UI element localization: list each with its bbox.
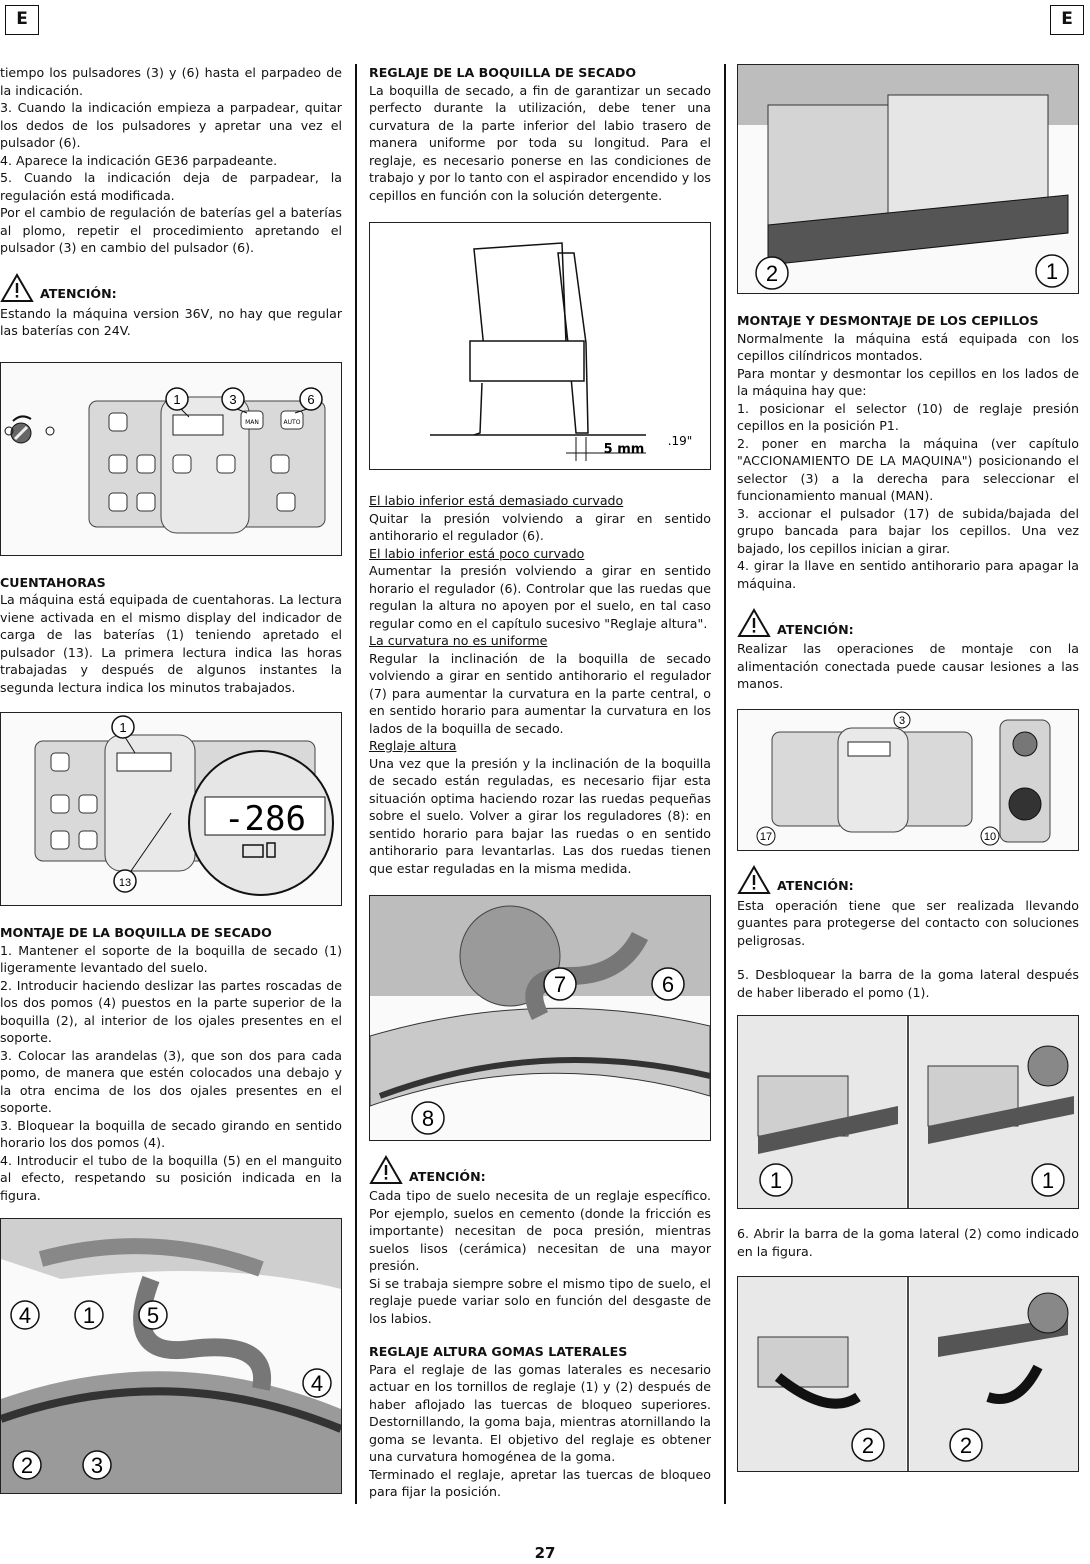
- section-heading: MONTAJE DE LA BOQUILLA DE SECADO: [0, 925, 272, 940]
- warning-heading: [0, 273, 342, 303]
- language-tag-left: E: [5, 5, 39, 35]
- warning-heading: [737, 608, 1079, 638]
- paragraph: 5. Cuando la indicación deja de parpadear, la regulación está modificada.: [0, 170, 342, 203]
- column-1: [0, 64, 342, 1494]
- squeegee-regulators-drawing: [370, 896, 710, 1140]
- dimension-mm: 5 mm: [603, 442, 645, 457]
- figure-squeegee-regulators: [369, 895, 711, 1141]
- lip-curvature-drawing: [370, 223, 710, 469]
- paragraph: 4. Introducir el tubo de la boquilla (5) en el manguito al efecto, respetando su posición indicada en la figura.: [0, 1152, 342, 1203]
- callout-2: 2: [861, 1433, 875, 1458]
- callout-1: 1: [769, 1168, 783, 1193]
- paragraph: Quitar la presión volviendo a girar en sentido antihorario el regulador (6).: [369, 510, 711, 543]
- callout-1: 1: [119, 720, 127, 735]
- callout-17: 17: [759, 830, 773, 843]
- control-panel-drawing: [1, 363, 341, 555]
- language-tag-right: E: [1050, 5, 1084, 35]
- hour-meter-display: -286: [224, 799, 306, 839]
- paragraph: Normalmente la máquina está equipada con los cepillos cilíndricos montados.: [737, 330, 1079, 363]
- warning-title: ATENCIÓN:: [409, 1168, 486, 1184]
- section-heading: MONTAJE Y DESMONTAJE DE LOS CEPILLOS: [737, 313, 1039, 328]
- callout-4: 4: [310, 1371, 324, 1396]
- callout-6: 6: [307, 391, 315, 407]
- subheading: El labio inferior está poco curvado: [369, 545, 585, 561]
- warning-text: Esta operación tiene que ser realizada llevando guantes para protegerse del contacto con soluciones peligrosas.: [737, 897, 1079, 948]
- auto-button-label: AUTO: [283, 418, 301, 426]
- paragraph: tiempo los pulsadores (3) y (6) hasta el parpadeo de la indicación.: [0, 65, 342, 98]
- callout-1: 1: [173, 391, 181, 407]
- warning-title: ATENCIÓN:: [777, 878, 854, 893]
- warning-triangle-icon: [737, 865, 771, 895]
- subheading: Reglaje altura: [369, 738, 457, 753]
- paragraph: Regular la inclinación de la boquilla de secado volviendo a girar en sentido antihorario el regulador (7) para aumentar la curvatura en la parte central, o en sentido horario para aumentar la curvatura en los lados de la boquilla de secado.: [369, 650, 711, 736]
- warning-heading: [369, 1155, 711, 1185]
- man-button-label: MAN: [245, 418, 259, 426]
- section-heading: CUENTAHORAS: [0, 574, 106, 590]
- paragraph: Una vez que la presión y la inclinación de la boquilla de secado están reguladas, es necesario fijar esta situación optima haciendo rozar las ruedas pequeñas sobre el suelo. Volver a girar los reguladores (8): en sentido horario para bajar las ruedas o en sentido antihorario para levantarlas. Las dos ruedas tienen que estar reguladas en la misma medida.: [369, 755, 711, 876]
- figure-hour-meter: [0, 712, 342, 906]
- side-rubber-drawing: [738, 65, 1078, 293]
- open-side-bar-drawing: [738, 1277, 1078, 1471]
- warning-triangle-icon: [737, 608, 771, 638]
- paragraph: 3. Bloquear la boquilla de secado girando en sentido horario los dos pomos (4).: [0, 1117, 342, 1150]
- column-divider: [724, 64, 726, 1504]
- callout-1: 1: [1041, 1168, 1055, 1193]
- callout-8: 8: [421, 1106, 435, 1131]
- paragraph: Para montar y desmontar los cepillos en los lados de la máquina hay que:: [737, 365, 1079, 398]
- figure-unlock-side-bar: [737, 1015, 1079, 1209]
- callout-2: 2: [959, 1433, 973, 1458]
- warning-text: Cada tipo de suelo necesita de un reglaje específico. Por ejemplo, suelos en cemento (donde la fricción es importante) necesitan de poca presión, mientras suelos lisos (cerámica) necesitan de una mayor presión.: [369, 1188, 711, 1273]
- column-divider: [355, 64, 357, 1504]
- dimension-inches: .19": [667, 434, 693, 448]
- warning-triangle-icon: [369, 1155, 403, 1185]
- brush-panel-drawing: [738, 710, 1078, 850]
- figure-control-panel: [0, 362, 342, 556]
- callout-3: 3: [90, 1453, 104, 1478]
- warning-text: Si se trabaja siempre sobre el mismo tipo de suelo, el reglaje puede variar solo en función del desgaste de los labios.: [369, 1275, 711, 1326]
- paragraph: 4. girar la llave en sentido antihorario para apagar la máquina.: [737, 558, 1079, 591]
- warning-triangle-icon: [0, 273, 34, 303]
- figure-open-side-bar: [737, 1276, 1079, 1472]
- paragraph: 2. poner en marcha la máquina (ver capítulo "ACCIONAMIENTO DE LA MAQUINA") posicionando el selector (3) a la derecha para seleccionar el funcionamiento manual (MAN).: [737, 435, 1079, 503]
- paragraph: 3. Colocar las arandelas (3), que son dos para cada pomo, de manera que estén colocados una debajo y la otra encima de los dos ojales presentes en el soporte.: [0, 1047, 342, 1115]
- paragraph: La máquina está equipada de cuentahoras. La lectura viene activada en el mismo display del indicador de carga de las baterías (1) teniendo apretado el pulsador (13). La primera lectura indica las horas trabajadas y después de algunos instantes la segunda lectura indica los minutos trabajados.: [0, 592, 342, 695]
- figure-side-rubber-regulation: [737, 64, 1079, 294]
- warning-heading: [737, 865, 1079, 895]
- key-switch-icon: [5, 416, 54, 443]
- column-2: [369, 64, 711, 1501]
- callout-4: 4: [18, 1303, 32, 1328]
- callout-2: 2: [765, 261, 779, 286]
- paragraph: La boquilla de secado, a fin de garantizar un secado perfecto durante la utilización, debe tener una curvatura de la parte inferior del labio trasero de manera uniforme por toda su longitud. Para el reglaje, es necesario ponerse en las condiciones de trabajo y por lo tanto con el aspirador encendido y los cepillos en función con la solución detergente.: [369, 82, 711, 203]
- paragraph: 3. accionar el pulsador (17) de subida/bajada del grupo bancada para bajar los cepillos. Una vez bajado, los cepillos inician a girar.: [737, 505, 1079, 556]
- callout-13: 13: [118, 877, 132, 889]
- callout-10: 10: [983, 830, 997, 843]
- warning-text: Realizar las operaciones de montaje con la alimentación conectada puede causar lesiones a las manos.: [737, 641, 1079, 691]
- paragraph: Para el reglaje de las gomas laterales es necesario actuar en los tornillos de reglaje (1) y (2) después de haber aflojado las tuercas de bloqueo superiores. Destornillando, la goma baja, mientras atornillando la goma se levanta. El objetivo del reglaje es obtener una curvatura homogénea de la goma.: [369, 1361, 711, 1464]
- callout-1: 1: [1045, 259, 1059, 284]
- warning-title: ATENCIÓN:: [40, 286, 117, 301]
- warning-title: ATENCIÓN:: [777, 621, 854, 637]
- hour-meter-drawing: [1, 713, 341, 905]
- callout-3: 3: [229, 391, 237, 407]
- paragraph: Aumentar la presión volviendo a girar en sentido horario el regulador (6). Controlar que las ruedas que regulan la altura no apoyen por el suelo, en tal caso regular como en el capítulo sucesivo "Reglaje altura".: [369, 563, 711, 631]
- paragraph: 6. Abrir la barra de la goma lateral (2) como indicado en la figura.: [737, 1226, 1079, 1259]
- figure-brush-panel: [737, 709, 1079, 851]
- subheading: El labio inferior está demasiado curvado: [369, 493, 624, 508]
- paragraph: 1. posicionar el selector (10) de reglaje presión cepillos en la posición P1.: [737, 400, 1079, 433]
- squeegee-mount-drawing: [1, 1219, 341, 1493]
- figure-squeegee-mount: [0, 1218, 342, 1494]
- callout-1: 1: [82, 1303, 96, 1328]
- paragraph: Terminado el reglaje, apretar las tuercas de bloqueo para fijar la posición.: [369, 1466, 711, 1499]
- unlock-side-bar-drawing: [738, 1016, 1078, 1208]
- subheading: La curvatura no es uniforme: [369, 633, 548, 648]
- section-heading: REGLAJE DE LA BOQUILLA DE SECADO: [369, 65, 637, 80]
- callout-7: 7: [553, 972, 567, 997]
- callout-3: 3: [898, 714, 906, 727]
- paragraph: 3. Cuando la indicación empieza a parpadear, quitar los dedos de los pulsadores y apretar una vez el pulsador (6).: [0, 100, 342, 150]
- callout-5: 5: [146, 1303, 160, 1328]
- figure-lip-curvature: [369, 222, 711, 470]
- warning-text: Estando la máquina version 36V, no hay que regular las baterías con 24V.: [0, 305, 342, 338]
- paragraph: Por el cambio de regulación de baterías gel a baterías al plomo, repetir el procedimiento apretando el pulsador (3) en cambio del pulsador (6).: [0, 205, 342, 255]
- callout-6: 6: [661, 972, 675, 997]
- callout-2: 2: [20, 1453, 34, 1478]
- paragraph: 5. Desbloquear la barra de la goma lateral después de haber liberado el pomo (1).: [737, 967, 1079, 1000]
- page-number: 27: [534, 1544, 556, 1562]
- column-3: [737, 64, 1079, 1472]
- section-heading: REGLAJE ALTURA GOMAS LATERALES: [369, 1344, 628, 1359]
- paragraph: 2. Introducir haciendo deslizar las partes roscadas de los dos pomos (4) puestos en la parte superior de la boquilla (2), al interior de los ojales presentes en el soporte.: [0, 977, 342, 1045]
- paragraph: 1. Mantener el soporte de la boquilla de secado (1) ligeramente levantado del suelo.: [0, 942, 342, 975]
- paragraph: 4. Aparece la indicación GE36 parpadeante.: [0, 152, 278, 168]
